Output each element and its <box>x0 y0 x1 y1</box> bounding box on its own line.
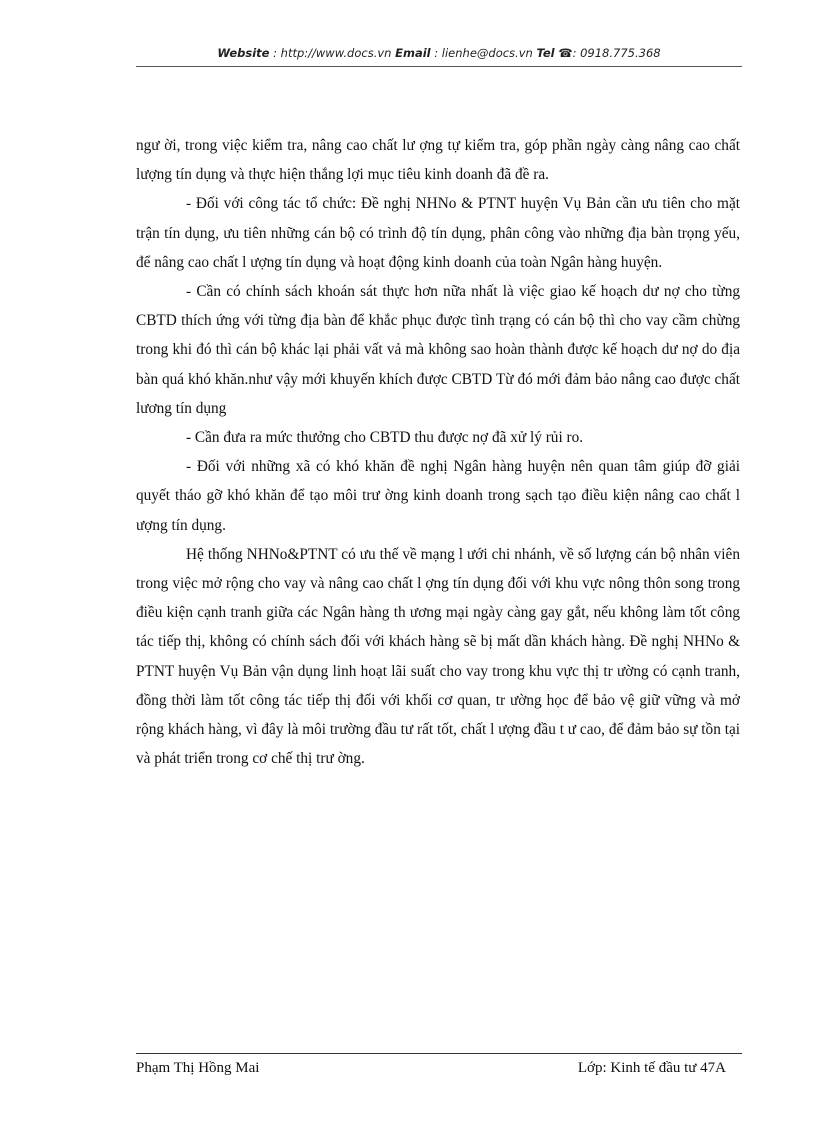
paragraph-organization: - Đối với công tác tổ chức: Đề nghị NHNo & PTNT huyện Vụ Bản cần ưu tiên cho mặt trận tín dụng, ưu tiên những cán bộ có trình độ tín dụng, phân công vào những địa bàn trọng yếu, để nâng cao chất l ượng tín dụng và hoạt động kinh doanh của toàn Ngân hàng huyện. <box>136 195 740 271</box>
paragraph-continuation: ngư ời, trong việc kiểm tra, nâng cao chất lư ợng tự kiểm tra, góp phần ngày càng nâng cao chất lượng tín dụng và thực hiện thắng lợi mục tiêu kinh doanh đã đề ra. <box>136 137 740 184</box>
tel-number: 0918.775.368 <box>580 46 661 60</box>
tel-label: Tel <box>536 46 555 60</box>
paragraph-system: Hệ thống NHNo&PTNT có ưu thế về mạng l ưới chi nhánh, về số lượng cán bộ nhân viên trong việc mở rộng cho vay và nâng cao chất l ợng tín dụng đối với khu vực nông thôn song trong điều kiện cạnh tranh giữa các Ngân hàng th ương mại ngày càng gay gắt, nếu không làm tốt công tác tiếp thị, không có chính sách đối với khách hàng sẽ bị mất dần khách hàng. Đề nghị NHNo & PTNT huyện Vụ Bản vận dụng linh hoạt lãi suất cho vay trong khu vực thị tr ường có cạnh tranh, đồng thời làm tốt công tác tiếp thị đối với khối cơ quan, tr ường học để bảo vệ giữ vững và mở rộng khách hàng, vì đây là môi trường đầu tư rất tốt, chất l ượng đầu t ư cao, để đảm bảo sự tồn tại và phát triển trong cơ chế thị trư ờng. <box>136 545 740 768</box>
footer-divider <box>136 1053 742 1054</box>
email-address[interactable]: lienhe@docs.vn <box>441 46 533 60</box>
paragraph-reward: - Cần đưa ra mức thưởng cho CBTD thu được nợ đã xử lý rủi ro. <box>186 429 584 447</box>
document-body <box>136 131 740 773</box>
paragraph-difficult-communes: - Đối với những xã có khó khăn đề nghị Ngân hàng huyện nên quan tâm giúp đỡ giải quyết tháo gỡ khó khăn để tạo môi trư ờng kinh doanh trong sạch tạo điều kiện nâng cao chất l ượng tín dụng. <box>136 458 740 534</box>
footer-class: Lớp: Kinh tế đầu tư 47A <box>577 1060 726 1076</box>
website-url[interactable]: http://www.docs.vn <box>280 46 392 60</box>
website-label: Website <box>217 46 270 60</box>
phone-icon: ☎ <box>558 46 573 60</box>
header-divider <box>136 66 742 67</box>
paragraph-policy: - Cần có chính sách khoán sát thực hơn nữa nhất là việc giao kế hoạch dư nợ cho từng CBTD thích ứng với từng địa bàn để khắc phục được tình trạng có cán bộ thì cho vay cầm chừng trong khi đó thì cán bộ khác lại phải vất vả mà không sao hoàn thành được kế hoạch dư nợ do địa bàn quá khó khăn.như vậy mới khuyến khích được CBTD Từ đó mới đảm bảo nâng cao được chất lương tín dụng <box>136 283 740 417</box>
page-header: Website : http://www.docs.vn Email : lienhe@docs.vn Tel ☎: 0918.775.368 <box>217 46 661 60</box>
email-label: Email <box>395 46 431 60</box>
footer-author: Phạm Thị Hồng Mai <box>136 1060 260 1076</box>
